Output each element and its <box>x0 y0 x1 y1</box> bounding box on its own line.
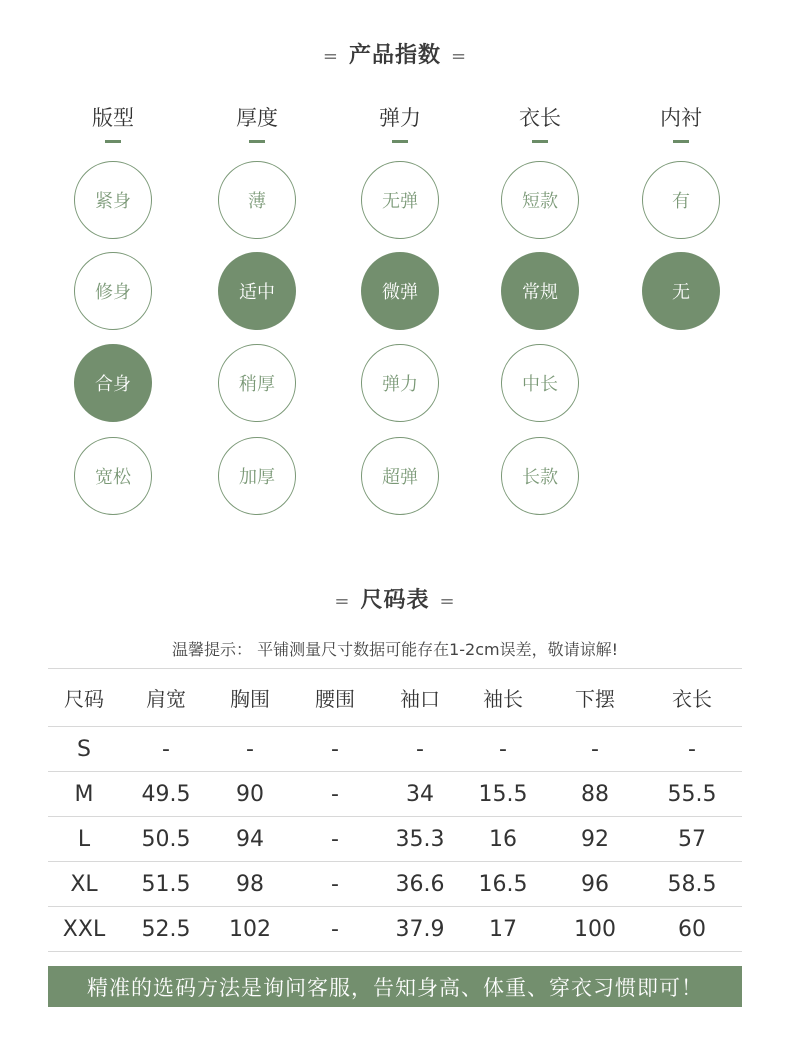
table-cell: 15.5 <box>458 772 548 817</box>
size-advice-banner: 精准的选码方法是询问客服，告知身高、体重、穿衣习惯即可！ <box>48 966 742 1007</box>
option-circle: 中长 <box>501 344 579 422</box>
index-column-lining <box>631 104 731 143</box>
option-circle: 无 <box>642 252 720 330</box>
size-cell: M <box>48 772 120 817</box>
table-cell: - <box>382 727 458 772</box>
table-header-row <box>48 669 742 727</box>
option-circle: 修身 <box>74 252 152 330</box>
product-index-title <box>0 38 790 69</box>
table-cell: - <box>288 772 382 817</box>
table-cell: 55.5 <box>642 772 742 817</box>
table-row <box>48 772 742 817</box>
header-cell: 尺码 <box>48 669 120 727</box>
option-circle: 常规 <box>501 252 579 330</box>
table-cell: - <box>288 727 382 772</box>
column-heading: 弹力 <box>379 106 421 130</box>
table-cell: 36.6 <box>382 862 458 907</box>
header-cell: 衣长 <box>642 669 742 727</box>
table-cell: 88 <box>548 772 642 817</box>
option-circle: 长款 <box>501 437 579 515</box>
heading-underline <box>673 140 689 143</box>
title-deco-left: = <box>322 46 339 67</box>
table-cell: 57 <box>642 817 742 862</box>
title-deco-left: = <box>334 591 351 612</box>
table-cell: 92 <box>548 817 642 862</box>
option-circle: 超弹 <box>361 437 439 515</box>
table-cell: 34 <box>382 772 458 817</box>
table-row <box>48 727 742 772</box>
table-cell: 102 <box>212 907 288 952</box>
heading-underline <box>532 140 548 143</box>
table-cell: 51.5 <box>120 862 212 907</box>
header-cell: 袖长 <box>458 669 548 727</box>
option-circle: 宽松 <box>74 437 152 515</box>
table-cell: 52.5 <box>120 907 212 952</box>
size-cell: XL <box>48 862 120 907</box>
table-row <box>48 862 742 907</box>
table-cell: 49.5 <box>120 772 212 817</box>
table-cell: - <box>548 727 642 772</box>
table-cell: - <box>288 862 382 907</box>
table-row <box>48 817 742 862</box>
size-cell: XXL <box>48 907 120 952</box>
table-cell: - <box>288 907 382 952</box>
table-cell: 50.5 <box>120 817 212 862</box>
table-cell: 35.3 <box>382 817 458 862</box>
table-cell: 60 <box>642 907 742 952</box>
heading-underline <box>249 140 265 143</box>
product-index-title-text: 产品指数 <box>348 43 441 68</box>
table-cell: 16 <box>458 817 548 862</box>
size-cell: L <box>48 817 120 862</box>
title-deco-right: = <box>439 591 456 612</box>
header-cell: 腰围 <box>288 669 382 727</box>
column-heading: 衣长 <box>519 106 561 130</box>
option-circle: 微弹 <box>361 252 439 330</box>
heading-underline <box>392 140 408 143</box>
column-heading: 内衬 <box>660 106 702 130</box>
column-heading: 版型 <box>92 106 134 130</box>
table-cell: - <box>642 727 742 772</box>
table-cell: 100 <box>548 907 642 952</box>
option-circle: 稍厚 <box>218 344 296 422</box>
table-cell: - <box>212 727 288 772</box>
table-cell: 94 <box>212 817 288 862</box>
table-cell: 96 <box>548 862 642 907</box>
option-circle: 加厚 <box>218 437 296 515</box>
header-cell: 肩宽 <box>120 669 212 727</box>
header-cell: 胸围 <box>212 669 288 727</box>
measurement-note: 温馨提示： 平铺测量尺寸数据可能存在1-2cm误差，敬请谅解! <box>171 640 619 659</box>
option-circle: 紧身 <box>74 161 152 239</box>
option-circle: 薄 <box>218 161 296 239</box>
table-cell: 37.9 <box>382 907 458 952</box>
option-circle: 短款 <box>501 161 579 239</box>
table-cell: - <box>458 727 548 772</box>
table-cell: 16.5 <box>458 862 548 907</box>
size-cell: S <box>48 727 120 772</box>
option-circle: 弹力 <box>361 344 439 422</box>
title-deco-right: = <box>451 46 468 67</box>
size-table <box>48 668 742 952</box>
table-cell: 17 <box>458 907 548 952</box>
table-cell: - <box>288 817 382 862</box>
heading-underline <box>105 140 121 143</box>
header-cell: 袖口 <box>382 669 458 727</box>
option-circle: 有 <box>642 161 720 239</box>
option-circle: 适中 <box>218 252 296 330</box>
header-cell: 下摆 <box>548 669 642 727</box>
table-cell: - <box>120 727 212 772</box>
table-row <box>48 907 742 952</box>
table-cell: 90 <box>212 772 288 817</box>
size-chart-title-text: 尺码表 <box>360 588 430 613</box>
index-column-elasticity <box>350 104 450 143</box>
index-column-length <box>490 104 590 143</box>
table-cell: 98 <box>212 862 288 907</box>
table-cell: 58.5 <box>642 862 742 907</box>
size-chart-title <box>0 583 790 614</box>
option-circle: 无弹 <box>361 161 439 239</box>
index-column-thickness <box>207 104 307 143</box>
option-circle: 合身 <box>74 344 152 422</box>
column-heading: 厚度 <box>236 106 278 130</box>
index-column-fit <box>63 104 163 143</box>
